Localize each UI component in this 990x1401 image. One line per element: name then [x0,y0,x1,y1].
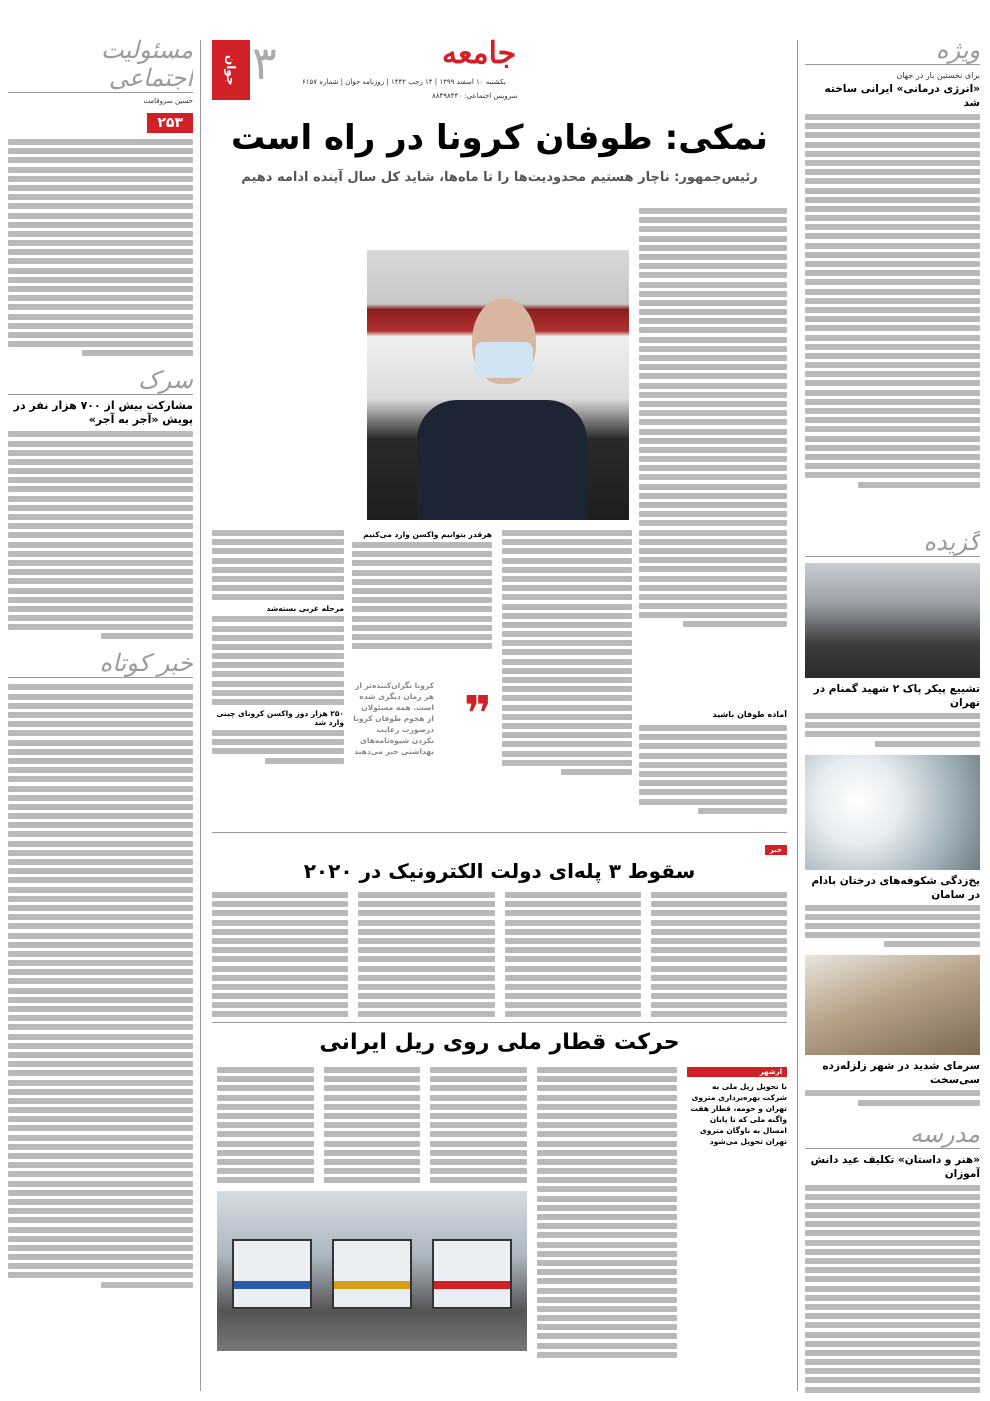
service-phone: سرویس اجتماعی: ۸۸۴۹۸۴۴۰ [432,92,518,100]
article-body [8,431,193,639]
article-body [358,892,494,1017]
subtitle-chinese-vaccine: ۲۵۰ هزار دوز واکسن کرونای چینی وارد شد [216,709,344,727]
minister-photo [367,250,629,520]
article-body [639,208,787,627]
subtitle-prepare-text: آماده طوفان باشید [712,710,787,719]
suit [417,400,587,520]
article-body [502,530,632,775]
train-cols [212,1067,677,1387]
article-body [505,892,641,1017]
train-headline: حرکت قطار ملی روی ریل ایرانی [319,1030,680,1055]
page-number: ۳ [252,36,277,90]
section-head-social-responsibility: مسئولیت اجتماعی [8,36,193,93]
caption-body [805,713,980,747]
train-car [232,1239,312,1309]
funeral-photo [805,563,980,678]
section-head-short-news: خبر کوتاه [8,649,193,678]
col-train-2 [217,1067,527,1351]
main-body-right [639,208,787,708]
article-body [805,114,980,514]
headline-brick-campaign: مشارکت بیش از ۷۰۰ هزار نفر در پویش «آجر به آجر» [13,399,193,427]
article-body [217,1067,314,1183]
article-body [430,1067,527,1183]
kicker: برای نخستین بار در جهان [896,71,980,80]
byline: حسین سروقامت [143,97,193,105]
train-car [432,1239,512,1309]
headline-energy-therapy: «انرژی درمانی» ایرانی ساخته شد [824,83,980,109]
main-lower-cols [212,530,632,820]
train-kicker-box [687,1067,787,1147]
caption-body [805,905,980,948]
section-head-special: ویژه [805,36,980,65]
caption-almond: یخ‌زدگی شکوفه‌های درختان بادام در سامان [811,874,980,901]
right-column [805,36,980,1396]
subtitle-vaccine: هرقدر بتوانیم واکسن وارد می‌کنیم [363,530,492,539]
masthead [212,36,787,106]
main-subhead: رئیس‌جمهور: ناچار هستیم محدودیت‌ها را تا ماه‌ها، شاید کل سال آینده ادامه دهیم [241,170,758,185]
quote-marks-icon: ❞ [463,686,492,742]
article-body [212,530,344,600]
pull-quote-text: کرونا نگران‌کننده‌تر از هر زمان دیگری شده است. همه مسئولان از هجوم طوفان کرونا درصورت رعایت نکردن شیوه‌نامه‌های بهداشتی خبر می‌دهند [353,681,434,756]
section-head-school: مدرسه [805,1120,980,1149]
subtitle-west: مرحله غربی بسته‌شد [266,604,344,614]
story-egov [212,832,787,1022]
logo-text: جوان [224,54,238,86]
caption-cold: سرمای شدید در شهر زلزله‌زده سی‌سخت [822,1060,980,1087]
short-news-body [8,684,193,1287]
headline-art-story: «هنر و داستان» تکلیف عید دانش آموزان [810,1153,980,1180]
almond-blossom-photo [805,755,980,870]
main-right-lower [639,725,787,825]
caption-funeral: تشییع پیکر پاک ۲ شهید گمنام در تهران [813,683,980,709]
article-body [212,616,344,705]
article-body [324,1067,421,1183]
sms-code: ۲۵۳ [147,113,193,133]
egov-headline: سقوط ۳ پله‌ای دولت الکترونیک در ۲۰۲۰ [303,859,696,883]
col-train-1 [537,1067,677,1358]
left-column [8,36,193,1396]
train-lede: با تحویل ریل ملی به شرکت بهره‌برداری متروی تهران و حومه، قطار هفت واگنه ملی که تا پایان امسال به ناوگان متروی تهران تحویل می‌شود [690,1082,787,1146]
face-mask [475,342,533,378]
section-title: جامعه [442,36,517,71]
col-b [352,530,492,675]
earthquake-cold-photo [805,955,980,1055]
egov-columns [212,892,787,1017]
article-body [639,725,787,814]
sms-body [8,139,193,356]
section-head-selected: گزیده [805,528,980,557]
caption-body [805,1090,980,1105]
news-badge: خبر [765,845,787,855]
train-car [332,1239,412,1309]
article-body [537,1067,677,1358]
main-story [212,110,787,830]
subtitle-prepare [639,710,787,719]
dateline: یکشنبه ۱۰ اسفند ۱۳۹۹ | ۱۴ رجب ۱۴۴۲ | روزنامه جوان | شماره ۶۱۵۷ [302,78,506,86]
from-city-badge: ازشهر [687,1067,787,1077]
article-body [212,892,348,1017]
train-photo [217,1191,527,1351]
logo [212,40,250,100]
article-body [212,730,344,764]
section-head-sarak: سرک [8,366,193,395]
main-headline: نمکی: طوفان کرونا در راه است [231,118,768,158]
pull-quote-box [352,680,492,820]
col-a [502,530,632,820]
article-body [651,892,787,1017]
article-body [352,542,492,649]
col-c [212,530,344,820]
article-body [805,1185,980,1397]
story-train [212,1022,787,1394]
